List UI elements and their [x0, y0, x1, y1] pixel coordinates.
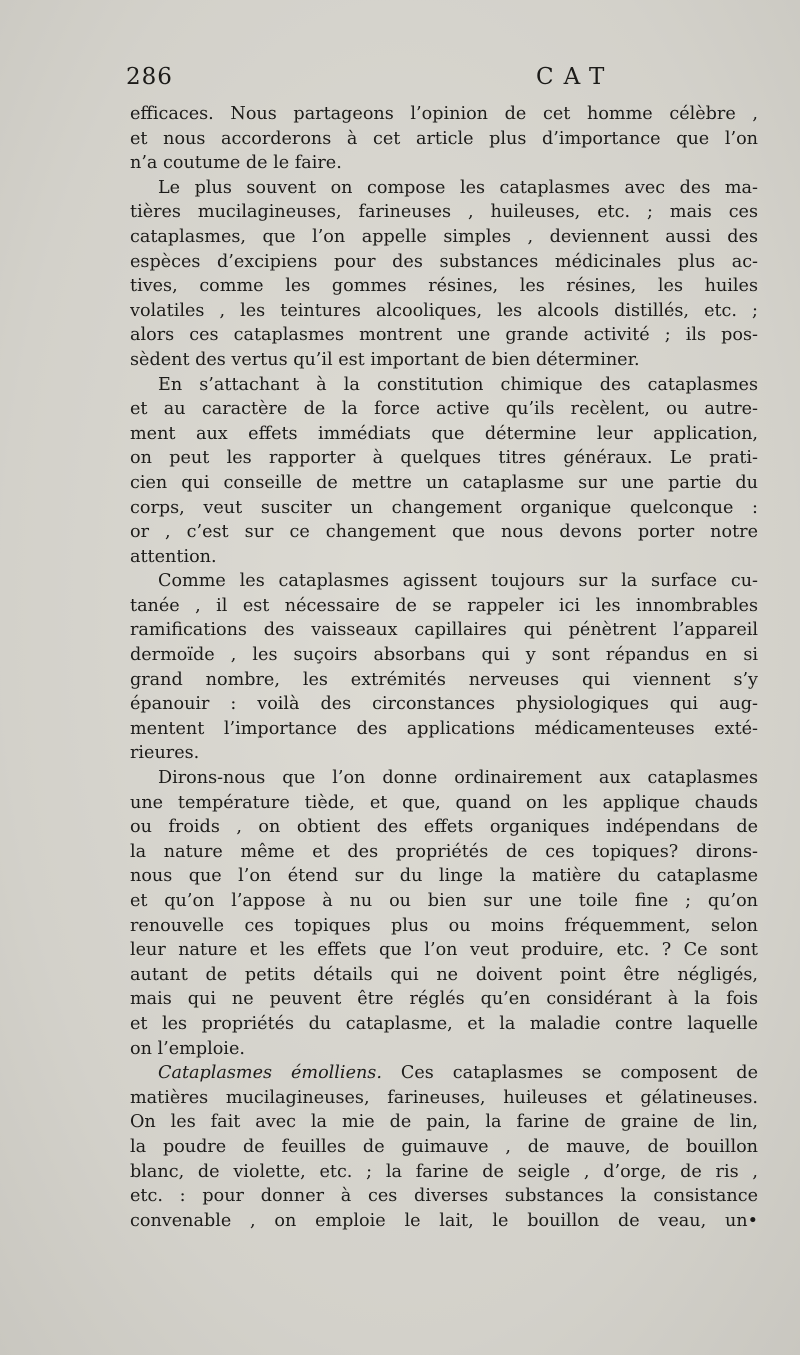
text-line: et au caractère de la force active qu’ils recèlent, ou autre-	[130, 399, 758, 420]
text-line: tières mucilagineuses, farineuses , huileuses, etc. ; mais ces	[130, 202, 758, 223]
text-line: rieures.	[130, 743, 200, 764]
line-text: Ces cataplasmes se composent de	[381, 1063, 758, 1084]
text-line: nous que l’on étend sur du linge la matière du cataplasme	[130, 866, 758, 887]
text-line: ou froids , on obtient des effets organiques indépendans de	[130, 817, 758, 838]
text-line: leur nature et les effets que l’on veut produire, etc. ? Ce sont	[130, 940, 758, 961]
text-line: matières mucilagineuses, farineuses, huileuses et gélatineuses.	[130, 1087, 758, 1108]
text-line: n’a coutume de le faire.	[130, 153, 342, 174]
text-line: etc. : pour donner à ces diverses substances la consistance	[130, 1186, 758, 1207]
text-line: efficaces. Nous partageons l’opinion de cet homme célèbre ,	[130, 104, 758, 124]
text-line: mais qui ne peuvent être réglés qu’en considérant à la fois	[130, 989, 758, 1010]
text-line: attention.	[130, 546, 217, 567]
text-line: tanée , il est nécessaire de se rappeler ici les innombrables	[130, 595, 758, 616]
text-line: cien qui conseille de mettre un cataplasme sur une partie du	[130, 472, 758, 493]
text-line: blanc, de violette, etc. ; la farine de seigle , d’orge, de ris ,	[130, 1161, 758, 1182]
text-line: ment aux effets immédiats que détermine leur application,	[130, 423, 758, 444]
text-line: convenable , on emploie le lait, le bouillon de veau, un•	[130, 1210, 758, 1231]
text-line: on l’emploie.	[130, 1038, 245, 1059]
text-line: la poudre de feuilles de guimauve , de mauve, de bouillon	[130, 1136, 758, 1157]
text-line: On les fait avec la mie de pain, la farine de graine de lin,	[130, 1112, 758, 1133]
text-line: tives, comme les gommes résines, les résines, les huiles	[130, 276, 758, 297]
text-line: dermoïde , les suçoirs absorbans qui y sont répandus en si	[130, 645, 758, 666]
running-head	[126, 64, 756, 96]
text-line: la nature même et des propriétés de ces topiques? dirons-	[130, 841, 758, 862]
text-line: et les propriétés du cataplasme, et la maladie contre laquelle	[130, 1013, 758, 1034]
text-line	[130, 1061, 758, 1086]
text-line: or , c’est sur ce changement que nous devons porter notre	[130, 522, 758, 543]
text-line: ramifications des vaisseaux capillaires qui pénètrent l’appareil	[130, 620, 758, 641]
text-line: espèces d’excipiens pour des substances médicinales plus ac-	[130, 251, 758, 272]
text-line: et qu’on l’appose à nu ou bien sur une toile fine ; qu’on	[130, 891, 758, 911]
text-line: renouvelle ces topiques plus ou moins fréquemment, selon	[130, 915, 758, 936]
text-line: cataplasmes, que l’on appelle simples , deviennent aussi des	[130, 226, 758, 247]
text-line: Comme les cataplasmes agissent toujours sur la surface cu-	[158, 571, 758, 592]
text-line: une température tiède, et que, quand on les applique chauds	[130, 792, 758, 813]
text-line: autant de petits détails qui ne doivent point être négligés,	[130, 964, 758, 985]
text-line: Dirons-nous que l’on donne ordinairement aux cataplasmes	[158, 768, 758, 789]
text-line: et nous accorderons à cet article plus d’importance que l’on	[130, 128, 758, 149]
text-line: on peut les rapporter à quelques titres généraux. Le prati-	[130, 448, 758, 469]
text-line: En s’attachant à la constitution chimique des cataplasmes	[158, 374, 758, 395]
running-title: CAT	[536, 64, 615, 90]
page-number: 286	[126, 64, 173, 90]
text-line: grand nombre, les extrémités nerveuses qui viennent s’y	[130, 669, 758, 690]
text-line: sèdent des vertus qu’il est important de bien déterminer.	[130, 349, 640, 370]
body-text	[130, 102, 758, 1233]
text-line: épanouir : voilà des circonstances physiologiques qui aug-	[130, 694, 758, 715]
text-line: Le plus souvent on compose les cataplasmes avec des ma-	[158, 177, 758, 198]
text-line: volatiles , les teintures alcooliques, les alcools distillés, etc. ;	[130, 300, 758, 321]
section-heading: Cataplasmes émolliens.	[158, 1063, 382, 1084]
text-line: mentent l’importance des applications médicamenteuses exté-	[130, 718, 758, 739]
text-line: alors ces cataplasmes montrent une grande activité ; ils pos-	[130, 325, 758, 346]
text-line: corps, veut susciter un changement organique quelconque :	[130, 497, 758, 518]
